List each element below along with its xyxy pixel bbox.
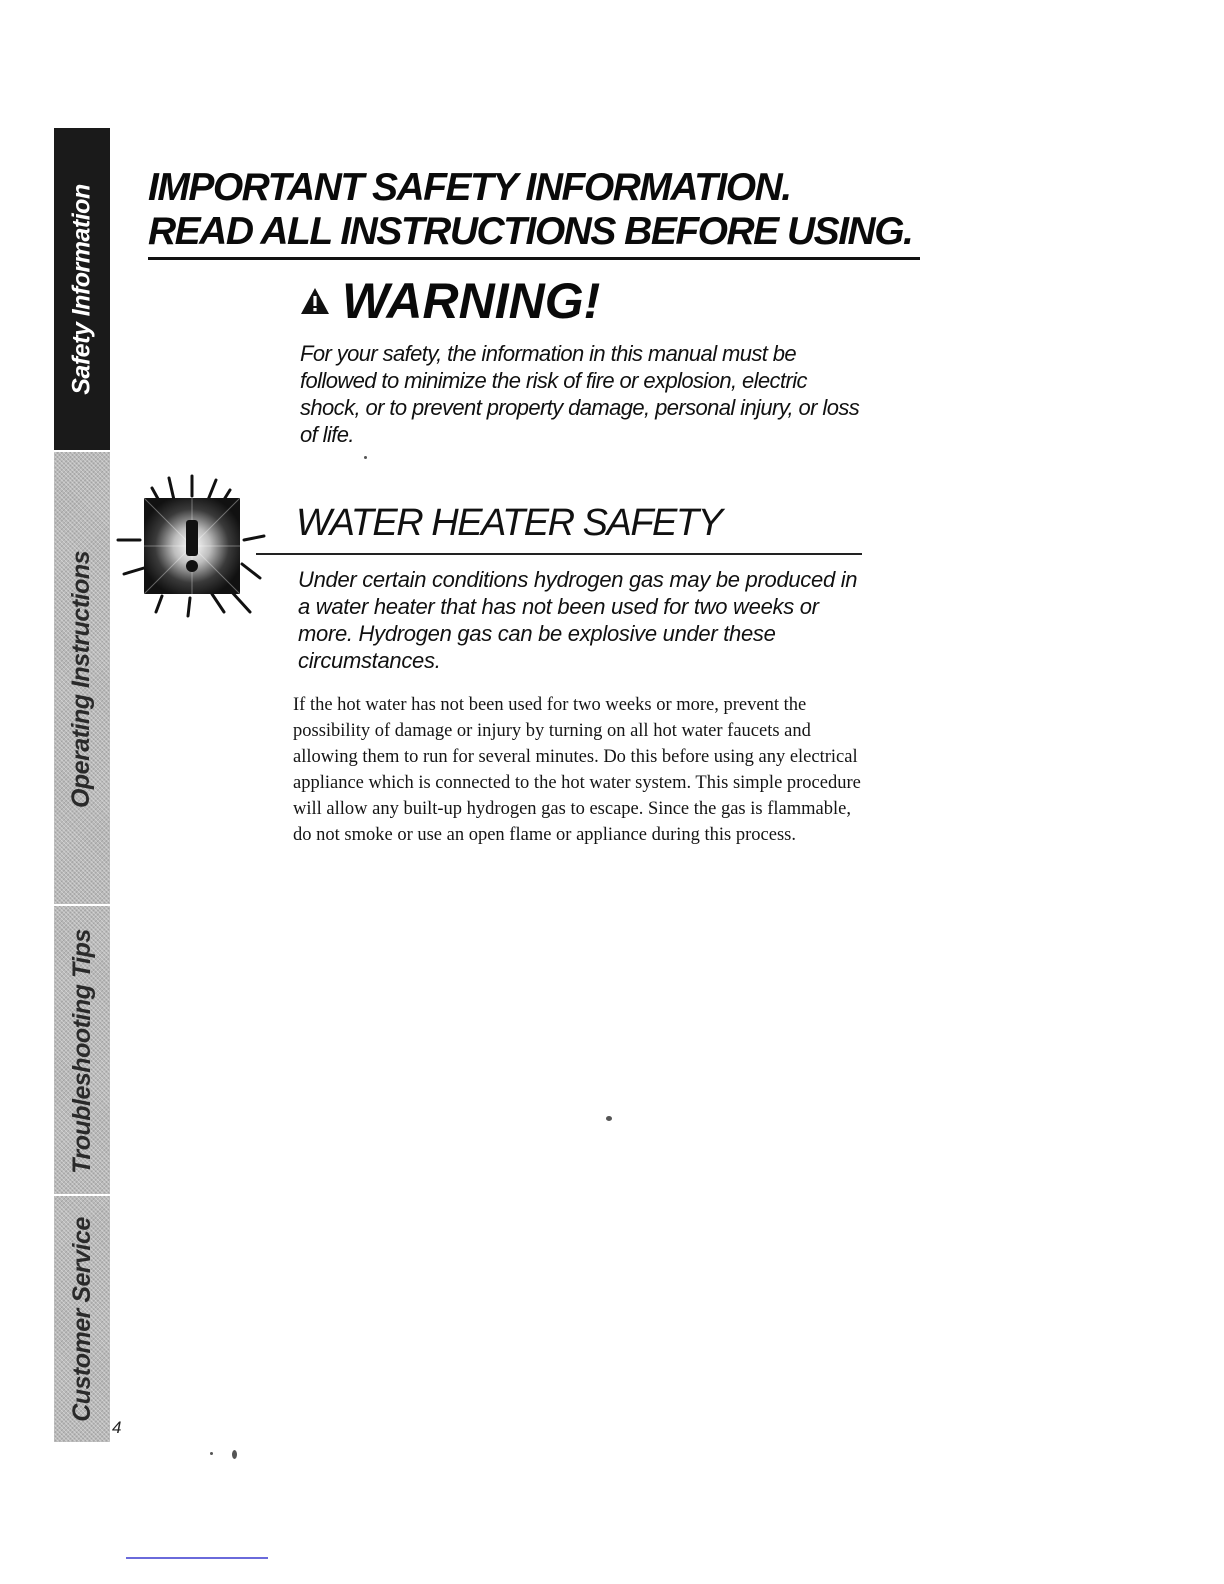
warning-triangle-icon	[300, 287, 330, 315]
warning-title: WARNING!	[342, 273, 601, 329]
tab-operating-instructions[interactable]	[54, 450, 110, 906]
heading-divider	[148, 257, 920, 260]
side-tabs	[54, 128, 110, 1440]
tab-customer-service[interactable]	[54, 1194, 110, 1442]
warning-heading	[300, 272, 600, 330]
page-title-line-2: READ ALL INSTRUCTIONS BEFORE USING.	[148, 210, 913, 253]
scan-speck	[364, 456, 367, 459]
section-intro: Under certain conditions hydrogen gas may be produced in a water heater that has not been used for two weeks or more. Hydrogen gas can be explosive under these circumstances.	[298, 567, 858, 673]
tab-safety-information[interactable]	[54, 128, 110, 450]
section-divider	[256, 553, 862, 555]
exclamation-burst-icon	[112, 466, 272, 626]
scan-speck	[606, 1116, 612, 1121]
tab-troubleshooting-tips[interactable]	[54, 904, 110, 1196]
scan-speck	[210, 1452, 213, 1455]
tab-label: Troubleshooting Tips	[67, 928, 96, 1174]
section-body: If the hot water has not been used for two weeks or more, prevent the possibility of damage or injury by turning on all hot water faucets and allowing them to run for several minutes. Do this before using any electrical appliance which is connected to the hot water system. This simple procedure will allow any built-up hydrogen gas to escape. Since the gas is flammable, do not smoke or use an open flame or appliance during this process.	[293, 695, 861, 845]
warning-body: For your safety, the information in this manual must be followed to minimize the risk of fire or explosion, electric shock, or to prevent property damage, personal injury, or loss of life.	[300, 341, 860, 447]
tab-label: Operating Instructions	[67, 550, 96, 808]
scan-speck	[232, 1450, 237, 1459]
page-title-line-1: IMPORTANT SAFETY INFORMATION.	[148, 166, 791, 209]
tab-label: Customer Service	[67, 1216, 96, 1422]
tab-label: Safety Information	[67, 183, 96, 395]
section-title: WATER HEATER SAFETY	[296, 502, 722, 544]
page-title	[148, 166, 923, 254]
page-number: 4	[112, 1418, 122, 1437]
footer-rule	[126, 1557, 268, 1559]
